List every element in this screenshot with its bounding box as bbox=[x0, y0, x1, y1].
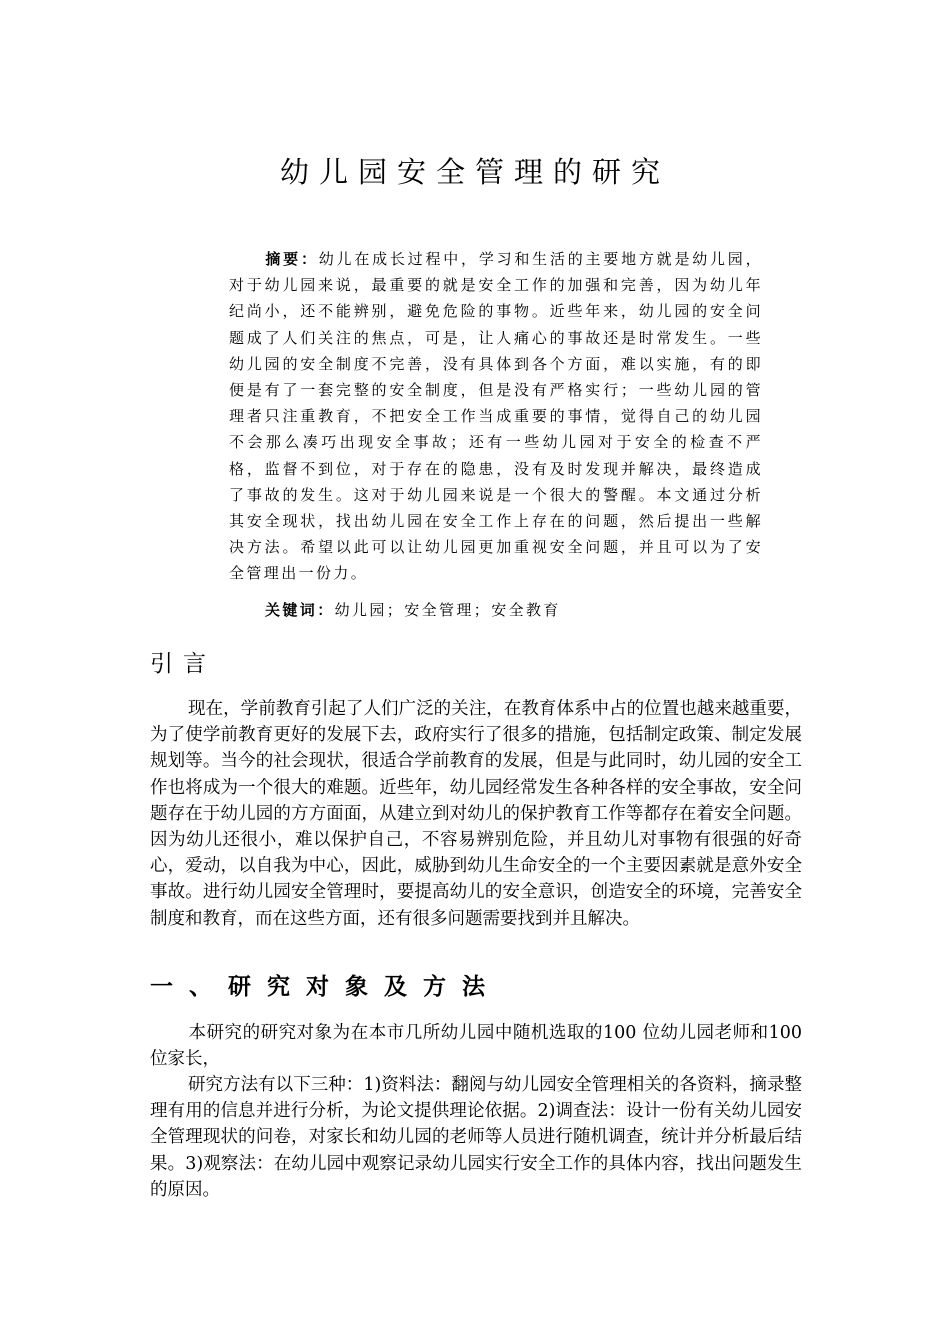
intro-heading: 引言 bbox=[150, 651, 216, 677]
intro-paragraph-text: 现在，学前教育引起了人们广泛的关注，在教育体系中占的位置也越来越重要，为了使学前教育更好的发展下去，政府实行了很多的措施，包括制定政策、制定发展规划等。当今的社会现状，很适合学前教育的发展，但是与此同时，幼儿园的安全工作也将成为一个很大的难题。近些年，幼儿园经常发生各种各样的安全事故，安全问题存在于幼儿园的方方面面，从建立到对幼儿的保护教育工作等都存在着安全问题。因为幼儿还很小，难以保护自己，不容易辨别危险，并且幼儿对事物有很强的好奇心，爱动，以自我为中心，因此，威胁到幼儿生命安全的一个主要因素就是意外安全事故。进行幼儿园安全管理时，要提高幼儿的安全意识，创造安全的环境，完善安全制度和教育，而在这些方面，还有很多问题需要找到并且解决。 bbox=[150, 699, 802, 929]
section1-paragraph-2-text: 研究方法有以下三种：1)资料法：翻阅与幼儿园安全管理相关的各资料，摘录整理有用的信息并进行分析，为论文提供理论依据。2)调查法：设计一份有关幼儿园安全管理现状的问卷，对家长和幼儿园的老师等人员进行随机调查，统计并分析最后结果。3)观察法：在幼儿园中观察记录幼儿园实行安全工作的具体内容，找出问题发生的原因。 bbox=[150, 1075, 802, 1200]
section1-heading: 一、研究对象及方法 bbox=[150, 974, 501, 1000]
keywords bbox=[265, 597, 561, 623]
intro-paragraph bbox=[150, 696, 802, 932]
keywords-label: 关键词： bbox=[265, 601, 335, 619]
section1-paragraph-1-text: 本研究的研究对象为在本市几所幼儿园中随机选取的100 位幼儿园老师和100 位家长， bbox=[150, 1023, 802, 1070]
paper-title: 幼儿园安全管理的研究 bbox=[279, 155, 670, 189]
section1-paragraph-1 bbox=[150, 1020, 802, 1072]
abstract bbox=[229, 246, 763, 587]
abstract-label: 摘要： bbox=[265, 250, 319, 268]
abstract-text: 幼儿在成长过程中，学习和生活的主要地方就是幼儿园，对于幼儿园来说，最重要的就是安全工作的加强和完善，因为幼儿年纪尚小，还不能辨别，避免危险的事物。近些年来，幼儿园的安全问题成了人们关注的焦点，可是，让人痛心的事故还是时常发生。一些幼儿园的安全制度不完善，没有具体到各个方面，难以实施，有的即便是有了一套完整的安全制度，但是没有严格实行；一些幼儿园的管理者只注重教育，不把安全工作当成重要的事情，觉得自己的幼儿园不会那么凑巧出现安全事故；还有一些幼儿园对于安全的检查不严格，监督不到位，对于存在的隐患，没有及时发现并解决，最终造成了事故的发生。这对于幼儿园来说是一个很大的警醒。本文通过分析其安全现状，找出幼儿园在安全工作上存在的问题，然后提出一些解决方法。希望以此可以让幼儿园更加重视安全问题，并且可以为了安全管理出一份力。 bbox=[229, 250, 763, 583]
section1-paragraph-2 bbox=[150, 1072, 802, 1203]
keywords-text: 幼儿园；安全管理；安全教育 bbox=[334, 601, 561, 619]
